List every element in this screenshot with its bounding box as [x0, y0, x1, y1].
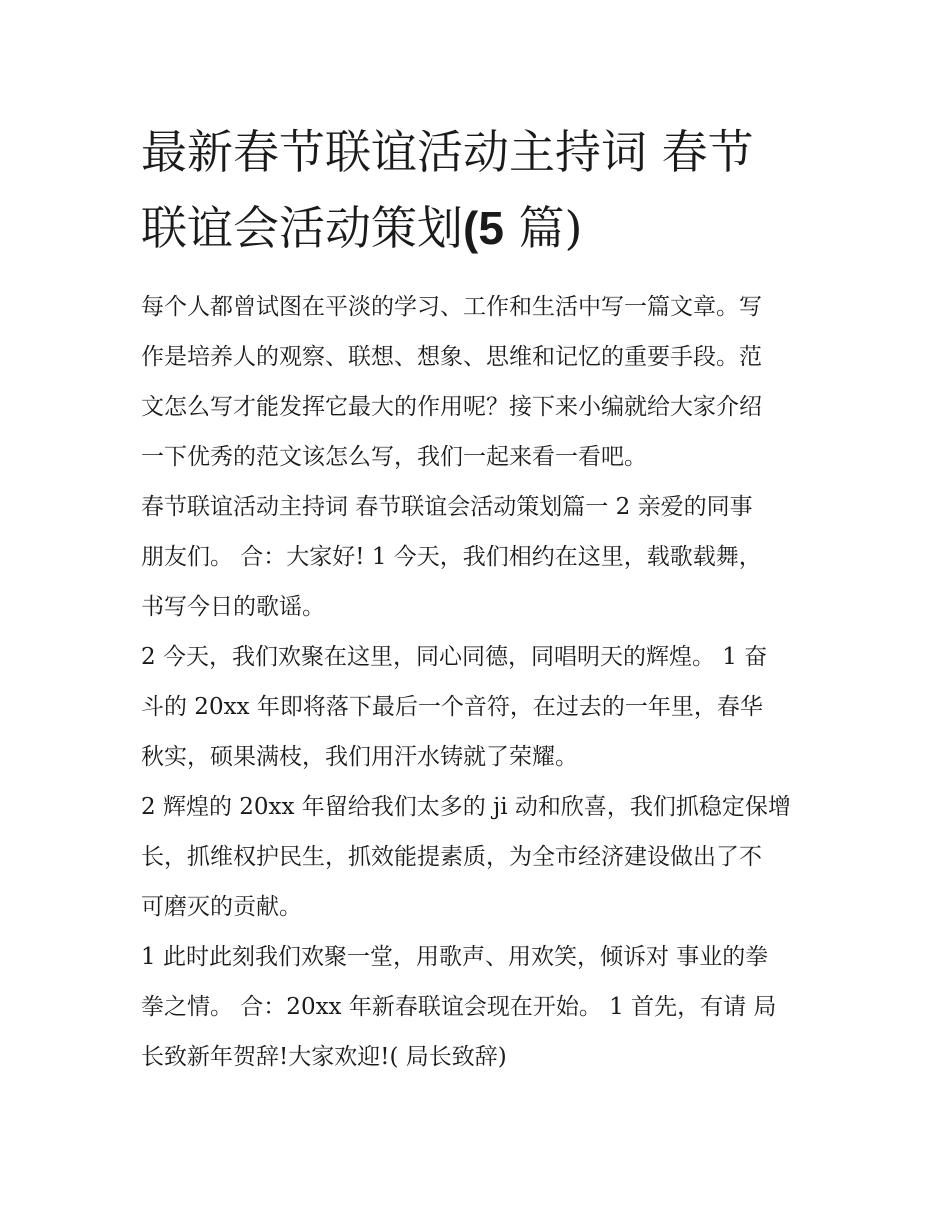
paragraph-line: 可磨灭的贡献。 — [141, 894, 302, 920]
title-count: (5 — [463, 202, 504, 254]
paragraph-line: 秋实，硕果满枝，我们用汗水铸就了荣耀。 — [141, 744, 578, 770]
paragraph-line: 1 此时此刻我们欢聚一堂，用歌声、用欢笑，倾诉对 事业的拳 — [141, 944, 769, 970]
title-line-2-text: 联谊会活动策划 — [141, 201, 463, 255]
title-count-suffix: 篇) — [503, 201, 583, 255]
paragraph-line: 拳之情。 合：20xx 年新春联谊会现在开始。 1 首先，有请 局 — [141, 994, 777, 1020]
paragraph-line: 春节联谊活动主持词 春节联谊会活动策划篇一 2 亲爱的同事 — [141, 494, 753, 520]
paragraph-section-3 — [141, 782, 821, 932]
title-line-2 — [141, 190, 821, 266]
paragraph-line: 文怎么写才能发挥它最大的作用呢？接下来小编就给大家介绍 — [141, 394, 762, 420]
paragraph-line: 长，抓维权护民生，抓效能提素质，为全市经济建设做出了不 — [141, 844, 762, 870]
document-title — [141, 114, 821, 266]
paragraph-line: 作是培养人的观察、联想、想象、思维和记忆的重要手段。范 — [141, 344, 762, 370]
paragraph-section-2 — [141, 632, 821, 782]
paragraph-section-4 — [141, 932, 821, 1082]
paragraph-line: 2 今天，我们欢聚在这里，同心同德，同唱明天的辉煌。 1 奋 — [141, 644, 768, 670]
document-body — [141, 282, 821, 1082]
title-line-1: 最新春节联谊活动主持词 春节 — [141, 125, 754, 179]
paragraph-line: 一下优秀的范文该怎么写，我们一起来看一看吧。 — [141, 444, 647, 470]
paragraph-line: 2 辉煌的 20xx 年留给我们太多的 ji 动和欣喜，我们抓稳定保增 — [141, 794, 791, 820]
paragraph-line: 朋友们。 合：大家好! 1 今天，我们相约在这里，载歌载舞， — [141, 544, 762, 570]
paragraph-line: 斗的 20xx 年即将落下最后一个音符，在过去的一年里，春华 — [141, 694, 763, 720]
paragraph-intro — [141, 282, 821, 482]
document-page — [141, 114, 821, 1082]
paragraph-section-1 — [141, 482, 821, 632]
paragraph-line: 书写今日的歌谣。 — [141, 594, 325, 620]
paragraph-line: 长致新年贺辞!大家欢迎!( 局长致辞) — [141, 1044, 507, 1070]
paragraph-line: 每个人都曾试图在平淡的学习、工作和生活中写一篇文章。写 — [141, 294, 762, 320]
